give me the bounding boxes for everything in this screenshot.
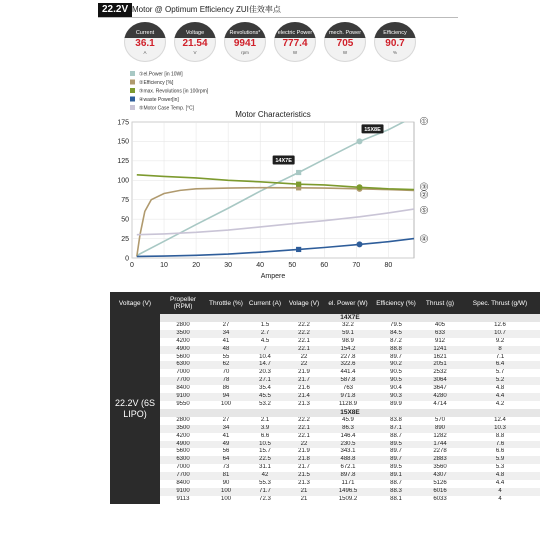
badge-label: Current [124, 22, 166, 38]
legend-swatch [130, 105, 135, 110]
table-row [110, 346, 540, 354]
table-cell: 79.5 [390, 321, 402, 328]
table-cell: 1744 [420, 441, 460, 449]
table-cell: 6033 [433, 495, 447, 502]
table-cell: 42 [246, 472, 284, 480]
table-cell: 6.6 [260, 432, 270, 439]
badge-unit: rpm [241, 50, 249, 55]
x-tick-label: 50 [288, 262, 297, 269]
table-cell: 672.1 [340, 464, 356, 471]
table-cell: 59.1 [324, 330, 372, 338]
table-cell: 73 [222, 464, 230, 471]
legend-label: ②Efficiency [%] [139, 80, 174, 87]
table-cell: 10.5 [246, 441, 284, 449]
table-cell: 5.7 [495, 369, 505, 376]
table-cell: 64 [206, 456, 246, 464]
table-row [110, 417, 540, 425]
x-tick-label: 20 [192, 262, 200, 269]
table-cell: 89.5 [390, 464, 402, 471]
table-cell: 100 [206, 488, 246, 496]
header-propeller: Propeller (RPM) [160, 292, 206, 314]
series-end-marker-label: ④ [421, 235, 427, 243]
table-cell: 89.7 [390, 448, 402, 455]
legend-label: ④waste Power[in] [139, 97, 179, 104]
table-cell: 8 [460, 346, 540, 354]
table-cell: 32.2 [342, 321, 354, 328]
table-cell: 15.7 [259, 448, 271, 455]
table-row [110, 354, 540, 362]
table-cell: 90 [222, 480, 230, 487]
table-cell: 89.7 [390, 353, 402, 360]
table-cell: 70 [222, 369, 230, 376]
table-cell: 890 [420, 425, 460, 433]
table-row [110, 361, 540, 369]
badge-efficiency [374, 22, 416, 62]
table-cell: 84.5 [372, 330, 420, 338]
table-group-row [110, 409, 540, 417]
table-row [110, 480, 540, 488]
table-cell: 14.7 [246, 361, 284, 369]
table-cell: 10.3 [460, 425, 540, 433]
propeller-group-label: 14X7E [160, 314, 540, 322]
table-row [110, 456, 540, 464]
table-row [110, 393, 540, 401]
table-cell: 21 [300, 495, 308, 502]
table-cell: 5600 [176, 448, 190, 455]
table-cell: 4280 [420, 393, 460, 401]
table-cell: 53.2 [259, 400, 271, 407]
legend-swatch [130, 80, 135, 85]
legend-swatch [130, 88, 135, 93]
table-cell: 4900 [160, 441, 206, 449]
table-group-row [110, 314, 540, 322]
table-cell: 4.4 [460, 393, 540, 401]
x-tick-label: 0 [130, 262, 134, 269]
table-cell: 7700 [160, 377, 206, 385]
table-cell: 34 [206, 330, 246, 338]
table-cell: 3647 [433, 385, 447, 392]
table-cell: 4.2 [495, 400, 505, 407]
table-cell: 90.5 [390, 369, 402, 376]
table-cell: 3500 [160, 330, 206, 338]
table-cell: 4.4 [495, 480, 505, 487]
table-cell: 88.7 [390, 480, 402, 487]
table-cell: 570 [434, 416, 445, 423]
motor-characteristics-chart [110, 66, 440, 288]
badge-value: 36.1 [135, 38, 155, 49]
table-cell: 227.8 [340, 353, 356, 360]
table-cell: 83.8 [390, 416, 402, 423]
table-cell: 88.7 [390, 432, 402, 439]
table-cell: 27 [222, 321, 230, 328]
table-cell: 5126 [433, 480, 447, 487]
table-row [110, 377, 540, 385]
table-cell: 21.9 [298, 369, 310, 376]
propeller-group-label: 15X8E [160, 409, 540, 417]
table-cell: 21.4 [284, 393, 324, 401]
badge-value: 705 [336, 38, 354, 49]
table-cell: 22.1 [284, 425, 324, 433]
table-cell: 10.4 [259, 353, 271, 360]
x-tick-label: 10 [160, 262, 168, 269]
table-cell: 3500 [160, 425, 206, 433]
table-cell: 81 [206, 472, 246, 480]
table-cell: 41 [222, 337, 230, 344]
badge-mech-power [324, 22, 366, 62]
legend-label: ⑤Motor Case Temp. [°C] [139, 105, 195, 112]
table-cell: 45.5 [246, 393, 284, 401]
table-cell: 21 [284, 488, 324, 496]
table-row [110, 464, 540, 472]
table-cell: 4 [460, 488, 540, 496]
x-tick-label: 40 [256, 262, 265, 269]
table-cell: 94 [206, 393, 246, 401]
badge-value: 90.7 [385, 38, 405, 49]
table-cell: 21.6 [298, 385, 310, 392]
operating-point-marker [357, 138, 363, 144]
table-cell: 230.5 [324, 441, 372, 449]
table-cell: 7.1 [495, 353, 505, 360]
table-cell: 21.7 [284, 377, 324, 385]
table-cell: 90.3 [372, 393, 420, 401]
table-cell: 9550 [176, 400, 190, 407]
badge-value: 9941 [233, 38, 257, 49]
table-cell: 71.7 [246, 488, 284, 496]
table-cell: 87.2 [390, 337, 402, 344]
table-cell: 633 [420, 330, 460, 338]
table-cell: 912 [434, 337, 445, 344]
table-cell: 86.3 [324, 425, 372, 433]
header-spec-thrust: Spec. Thrust (g/W) [460, 292, 540, 314]
x-tick-label: 60 [320, 262, 329, 269]
series-end-marker-label: ① [421, 118, 427, 126]
table-row [110, 330, 540, 338]
table-cell: 763 [342, 385, 353, 392]
table-cell: 35.4 [259, 385, 271, 392]
table-cell: 1128.9 [339, 400, 357, 407]
table-cell: 2800 [176, 321, 190, 328]
table-cell: 9100 [160, 488, 206, 496]
table-cell: 21.7 [298, 464, 310, 471]
header-efficiency: Efficiency (%) [372, 292, 420, 314]
table-cell: 441.4 [340, 369, 356, 376]
operating-point-marker [357, 241, 363, 247]
plot-area [132, 122, 414, 258]
table-cell: 587.8 [324, 377, 372, 385]
voltage-tag: 22.2V [98, 3, 132, 17]
table-row [110, 441, 540, 449]
table-cell: 100 [220, 400, 231, 407]
y-tick-label: 125 [117, 158, 129, 166]
table-cell: 146.4 [340, 432, 356, 439]
table-cell: 22 [284, 441, 324, 449]
table-row [110, 322, 540, 330]
table-cell: 343.1 [340, 448, 356, 455]
table-cell: 55.3 [259, 480, 271, 487]
table-cell: 9113 [176, 495, 190, 502]
table-cell: 4.8 [460, 472, 540, 480]
table-cell: 87.1 [372, 425, 420, 433]
table-cell: 7.6 [460, 441, 540, 449]
table-cell: 1171 [341, 480, 355, 487]
badge-current [124, 22, 166, 62]
table-cell: 2.1 [260, 416, 270, 423]
table-cell: 98.9 [342, 337, 354, 344]
table-cell: 322.6 [324, 361, 372, 369]
table-cell: 2883 [420, 456, 460, 464]
table-cell: 55 [222, 353, 230, 360]
y-tick-label: 175 [117, 119, 129, 127]
table-cell: 56 [222, 448, 230, 455]
table-cell: 405 [434, 321, 445, 328]
table-cell: 3.9 [246, 425, 284, 433]
table-cell: 78 [206, 377, 246, 385]
spec-badges [124, 22, 424, 62]
table-cell: 20.3 [259, 369, 271, 376]
table-cell: 2532 [433, 369, 447, 376]
legend-label: ①el.Power [in 10W] [139, 71, 183, 78]
table-cell: 21.3 [298, 480, 310, 487]
y-tick-label: 75 [121, 197, 129, 205]
table-cell: 89.7 [372, 456, 420, 464]
table-cell: 2051 [420, 361, 460, 369]
table-cell: 1496.5 [324, 488, 372, 496]
series-end-marker-label: ⑤ [421, 207, 427, 215]
table-cell: 90.4 [390, 385, 402, 392]
table-cell: 22 [300, 353, 308, 360]
table-row [110, 472, 540, 480]
table-cell: 4.8 [495, 385, 505, 392]
table-row [110, 425, 540, 433]
table-cell: 4.5 [260, 337, 270, 344]
table-cell: 6.6 [495, 448, 505, 455]
x-tick-label: 80 [384, 262, 393, 269]
header-voltage: Voltage (V) [110, 292, 160, 314]
table-cell: 31.1 [259, 464, 271, 471]
operating-point-marker [296, 182, 301, 187]
legend-swatch [130, 97, 135, 102]
table-cell: 6.4 [460, 361, 540, 369]
table-cell: 1282 [433, 432, 447, 439]
propeller-callout-label: 15X8E [364, 127, 381, 134]
table-cell: 4200 [176, 432, 190, 439]
badge-unit: V [193, 50, 197, 55]
x-axis-label: Ampere [260, 273, 286, 280]
table-cell: 7000 [176, 369, 190, 376]
table-cell: 897.8 [324, 472, 372, 480]
y-tick-label: 100 [117, 177, 129, 185]
badge-electric-power [274, 22, 316, 62]
table-cell: 62 [206, 361, 246, 369]
legend-label: ③max. Revolutions [in 100rpm] [139, 88, 209, 95]
chart-title: Motor Characteristics [235, 110, 311, 119]
table-cell: 1621 [433, 353, 447, 360]
table-cell: 100 [220, 495, 231, 502]
table-cell: 22.1 [298, 337, 310, 344]
operating-point-marker [357, 184, 363, 190]
table-cell: 88.8 [372, 346, 420, 354]
table-cell: 2278 [433, 448, 447, 455]
table-cell: 8400 [176, 385, 190, 392]
header-volage: Volage (V) [284, 292, 324, 314]
table-cell: 4714 [433, 400, 447, 407]
table-cell: 41 [222, 432, 230, 439]
header-throttle: Throttle (%) [206, 292, 246, 314]
header-title: Motor @ Optimum Efficiency ZUI佳效率点 [132, 5, 281, 14]
table-cell: 2800 [176, 416, 190, 423]
table-cell: 9.2 [495, 337, 505, 344]
badge-unit: W [292, 50, 298, 55]
y-tick-label: 0 [125, 255, 129, 263]
series-end-marker-label: ③ [421, 184, 427, 192]
table-cell: 21.9 [298, 448, 310, 455]
table-cell: 21.8 [284, 456, 324, 464]
table-cell: 971.8 [324, 393, 372, 401]
table-header-row [110, 292, 540, 314]
table-cell: 48 [206, 346, 246, 354]
table-cell: 4 [498, 495, 502, 502]
table-cell: 45.9 [342, 416, 354, 423]
table-cell: 1241 [420, 346, 460, 354]
table-row [110, 338, 540, 346]
x-tick-label: 70 [352, 262, 361, 269]
table-cell: 7 [246, 346, 284, 354]
table-cell: 12.6 [494, 321, 506, 328]
table-cell: 22.2 [298, 416, 310, 423]
table-cell: 22.5 [246, 456, 284, 464]
table-row [110, 369, 540, 377]
table-cell: 1.5 [260, 321, 270, 328]
badge-value: 21.54 [182, 38, 208, 49]
badge-label: Revolutions* [224, 22, 266, 38]
operating-point-marker [296, 170, 301, 175]
badge-label: Efficiency [374, 22, 416, 38]
table-cell: 89.1 [372, 472, 420, 480]
table-cell: 7700 [160, 472, 206, 480]
table-cell: 89.9 [390, 400, 402, 407]
table-cell: 3560 [433, 464, 447, 471]
header-current: Current (A) [246, 292, 284, 314]
table-body [110, 314, 540, 504]
badge-label: Voltage [174, 22, 216, 38]
table-cell: 88.1 [390, 495, 402, 502]
table-cell: 49 [206, 441, 246, 449]
x-tick-label: 30 [224, 262, 233, 269]
y-tick-label: 25 [121, 235, 129, 243]
table-cell: 1509.2 [338, 495, 358, 502]
table-cell: 27.1 [246, 377, 284, 385]
table-cell: 22.2 [284, 330, 324, 338]
propeller-callout-label: 14X7E [275, 158, 292, 165]
table-cell: 6016 [420, 488, 460, 496]
table-cell: 22.1 [284, 346, 324, 354]
table-cell: 90.2 [372, 361, 420, 369]
table-cell: 5.9 [460, 456, 540, 464]
table-cell: 6300 [160, 361, 206, 369]
table-cell: 8.8 [495, 432, 505, 439]
voltage-cell: 22.2V (6S LIPO) [110, 314, 160, 504]
badge-voltage [174, 22, 216, 62]
header-el-power: el. Power (W) [324, 292, 372, 314]
table-cell: 5600 [176, 353, 190, 360]
badge-label: electric Power [274, 22, 316, 38]
table-row [110, 401, 540, 409]
legend-swatch [130, 71, 135, 76]
table-row [110, 448, 540, 456]
table-row [110, 496, 540, 504]
table-row [110, 433, 540, 441]
table-cell: 5.3 [495, 464, 505, 471]
table-cell: 34 [206, 425, 246, 433]
header-thrust: Thrust (g) [420, 292, 460, 314]
performance-table-wrap [110, 292, 540, 504]
table-cell: 2.7 [246, 330, 284, 338]
table-cell: 4900 [160, 346, 206, 354]
table-cell: 21.3 [298, 400, 310, 407]
table-cell: 89.5 [372, 441, 420, 449]
table-cell: 4200 [176, 337, 190, 344]
table-cell: 27 [222, 416, 230, 423]
series-end-marker-label: ② [421, 191, 427, 199]
table-cell: 10.7 [460, 330, 540, 338]
table-cell: 9100 [160, 393, 206, 401]
y-tick-label: 50 [121, 216, 129, 224]
y-tick-label: 150 [117, 138, 129, 146]
badge-value: 777.4 [282, 38, 308, 49]
table-cell: 8400 [176, 480, 190, 487]
table-cell: 88.3 [372, 488, 420, 496]
table-cell: 12.4 [494, 416, 506, 423]
table-cell: 21.5 [284, 472, 324, 480]
badge-unit: A [143, 50, 147, 55]
badge-unit: W [342, 50, 348, 55]
table-cell: 22 [284, 361, 324, 369]
operating-point-marker [296, 247, 301, 252]
table-cell: 6300 [160, 456, 206, 464]
table-row [110, 488, 540, 496]
table-row [110, 385, 540, 393]
header-bar [98, 3, 458, 18]
table-cell: 7000 [176, 464, 190, 471]
table-cell: 5.2 [460, 377, 540, 385]
badge-unit: % [392, 50, 397, 55]
table-cell: 3064 [420, 377, 460, 385]
table-cell: 22.2 [298, 321, 310, 328]
badge-label: mech. Power [324, 22, 366, 38]
table-cell: 90.5 [372, 377, 420, 385]
table-cell: 22.1 [298, 432, 310, 439]
badge-revolutions [224, 22, 266, 62]
table-cell: 4307 [420, 472, 460, 480]
table-cell: 86 [222, 385, 230, 392]
table-cell: 72.3 [259, 495, 271, 502]
performance-table [110, 292, 540, 504]
table-cell: 154.2 [324, 346, 372, 354]
table-cell: 488.8 [324, 456, 372, 464]
